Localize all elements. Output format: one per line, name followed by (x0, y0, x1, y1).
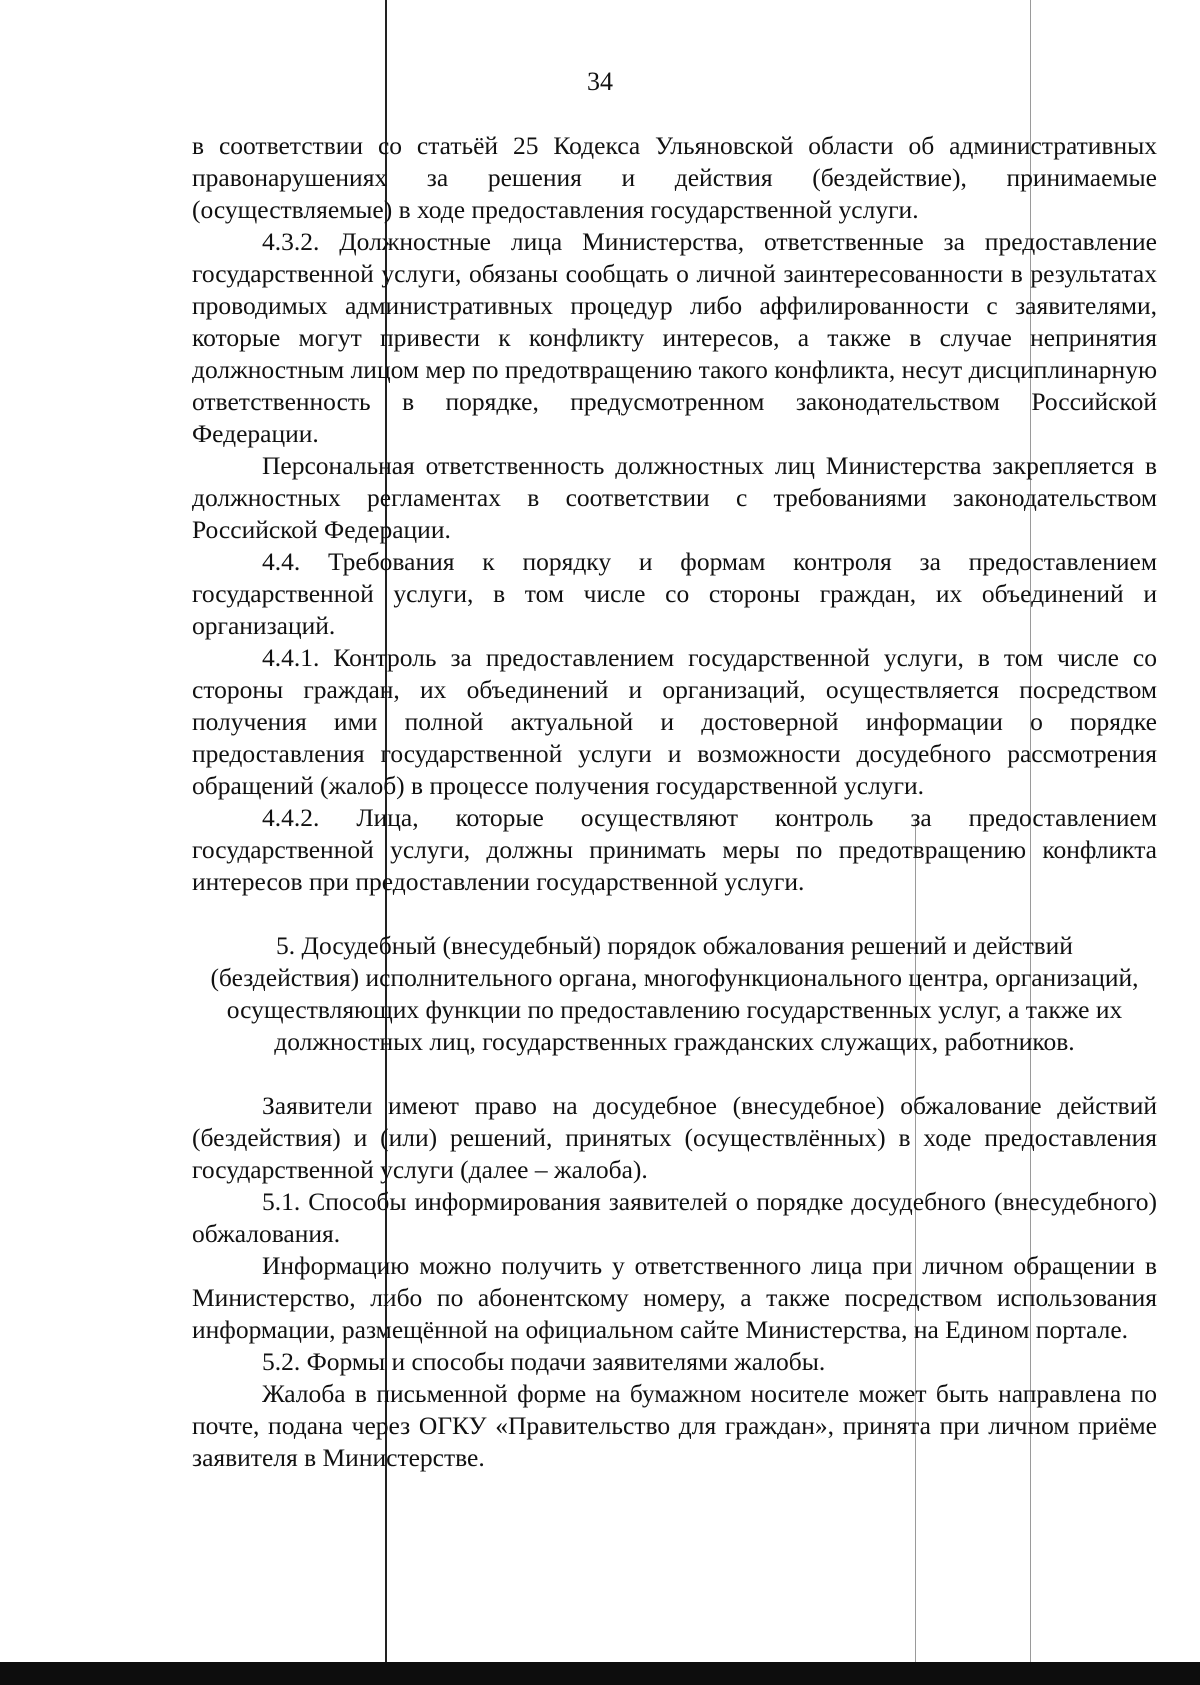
scan-artifact-bar (0, 1662, 1200, 1685)
paragraph: 4.4.1. Контроль за предоставлением государственной услуги, в том числе со стороны граждан, их объединений и организаций, осуществляется посредством получения ими полной актуальной и достоверной информации о порядке предоставления государственной услуги и возможности досудебного рассмотрения обращений (жалоб) в процессе получения государственной услуги. (192, 643, 1157, 800)
paragraph: Информацию можно получить у ответственного лица при личном обращении в Министерство, либо по абонентскому номеру, а также посредством использования информации, размещённой на официальном сайте Министерства, на Едином портале. (192, 1251, 1157, 1344)
page-number: 34 (587, 67, 613, 96)
paragraph: 4.4. Требования к порядку и формам контроля за предоставлением государственной услуги, в том числе со стороны граждан, их объединений и организаций. (192, 547, 1157, 640)
paragraph: 4.3.2. Должностные лица Министерства, ответственные за предоставление государственной услуги, обязаны сообщать о личной заинтересованности в результатах проводимых административных процедур либо аффилированности с заявителями, которые могут привести к конфликту интересов, а также в случае непринятия должностным лицом мер по предотвращению такого конфликта, несут дисциплинарную ответственность в порядке, предусмотренном законодательством Российской Федерации. (192, 227, 1157, 448)
paragraph: Персональная ответственность должностных лиц Министерства закрепляется в должностных регламентах в соответствии с требованиями законодательством Российской Федерации. (192, 451, 1157, 544)
document-body (192, 130, 1157, 1474)
paragraph: в соответствии со статьёй 25 Кодекса Ульяновской области об административных правонарушениях за решения и действия (бездействие), принимаемые (осуществляемые) в ходе предоставления государственной услуги. (192, 131, 1157, 224)
paragraph: 5.1. Способы информирования заявителей о порядке досудебного (внесудебного) обжалования. (192, 1187, 1157, 1248)
paragraph: Заявители имеют право на досудебное (внесудебное) обжалование действий (бездействия) и (или) решений, принятых (осуществлённых) в ходе предоставления государственной услуги (далее – жалоба). (192, 1091, 1157, 1184)
paragraph: 5.2. Формы и способы подачи заявителями жалобы. (262, 1347, 826, 1376)
paragraph: 4.4.2. Лица, которые осуществляют контроль за предоставлением государственной услуги, должны принимать меры по предотвращению конфликта интересов при предоставлении государственной услуги. (192, 803, 1157, 896)
section-heading: 5. Досудебный (внесудебный) порядок обжалования решений и действий (бездействия) исполнительного органа, многофункционального центра, организаций, осуществляющих функции по предоставлению государственных услуг, а также их должностных лиц, государственных гражданских служащих, работников. (210, 931, 1139, 1056)
paragraph: Жалоба в письменной форме на бумажном носителе может быть направлена по почте, подана через ОГКУ «Правительство для граждан», принята при личном приёме заявителя в Министерстве. (192, 1379, 1157, 1472)
